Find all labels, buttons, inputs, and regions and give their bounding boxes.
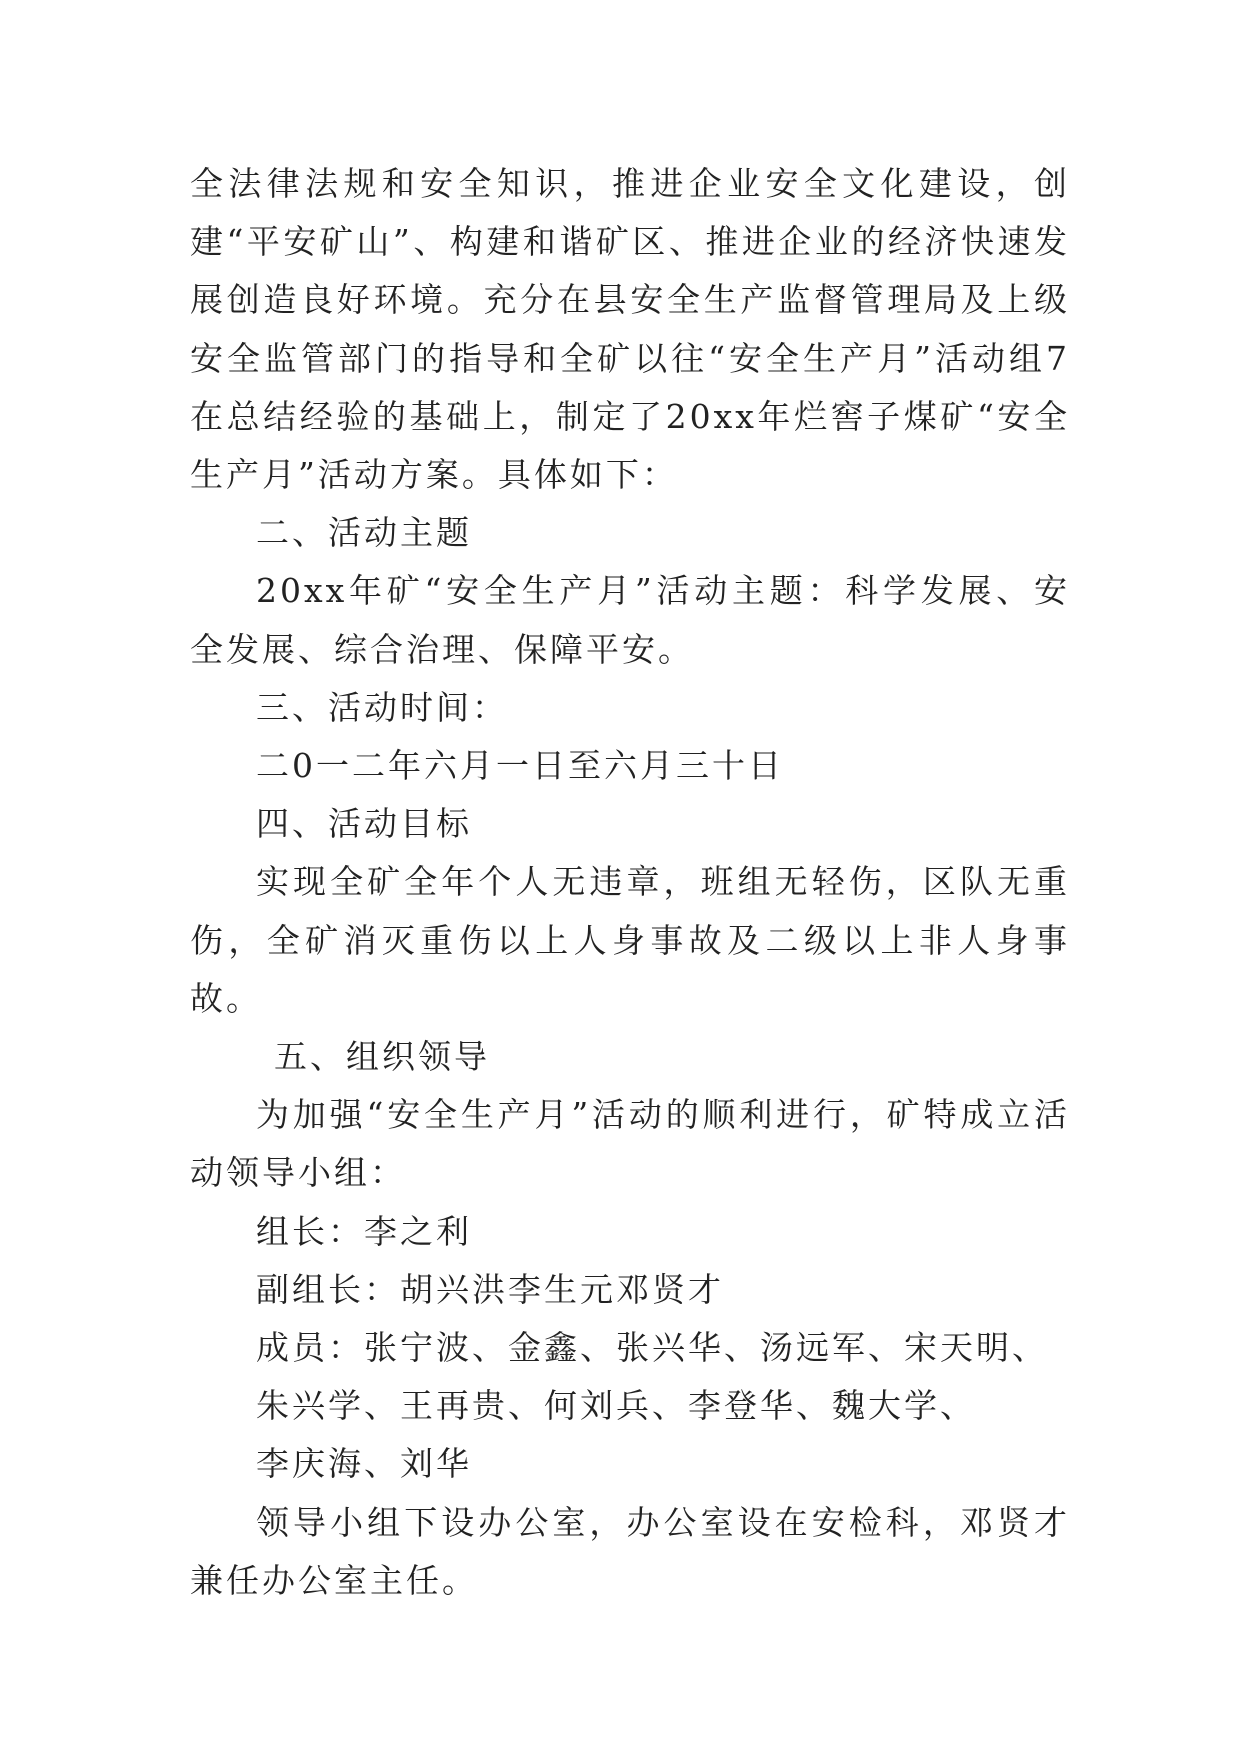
goal-paragraph: 实现全矿全年个人无违章，班组无轻伤，区队无重伤，全矿消灭重伤以上人身事故及二级以上非人身事故。	[190, 862, 1070, 1018]
leader-line: 组长：李之利	[256, 1211, 472, 1251]
members-line-2: 朱兴学、王再贵、何刘兵、李登华、魏大学、	[256, 1386, 976, 1426]
section-heading-time: 三、活动时间：	[256, 687, 508, 727]
intro-paragraph: 全法律法规和安全知识，推进企业安全文化建设，创建“平安矿山”、构建和谐矿区、推进企业的经济快速发展创造良好环境。充分在县安全生产监督管理局及上级安全监管部门的指导和全矿以往“安全生产月”活动组7在总结经验的基础上，制定了20xx年烂窖子煤矿“安全生产月”活动方案。具体如下：	[190, 164, 1070, 495]
organization-paragraph: 为加强“安全生产月”活动的顺利进行，矿特成立活动领导小组：	[190, 1095, 1070, 1193]
section-heading-goal: 四、活动目标	[256, 804, 472, 844]
section-heading-theme: 二、活动主题	[256, 513, 472, 553]
members-line-1: 成员：张宁波、金鑫、张兴华、汤远军、宋天明、	[256, 1328, 1048, 1368]
time-paragraph: 二0一二年六月一日至六月三十日	[256, 746, 784, 786]
deputy-leader-line: 副组长：胡兴洪李生元邓贤才	[256, 1269, 724, 1309]
office-paragraph: 领导小组下设办公室，办公室设在安检科，邓贤才兼任办公室主任。	[190, 1502, 1070, 1600]
document-body	[190, 155, 1070, 1610]
members-line-3: 李庆海、刘华	[256, 1444, 472, 1484]
theme-paragraph: 20xx年矿“安全生产月”活动主题：科学发展、安全发展、综合治理、保障平安。	[190, 571, 1070, 669]
section-heading-organization: 五、组织领导	[274, 1037, 490, 1077]
